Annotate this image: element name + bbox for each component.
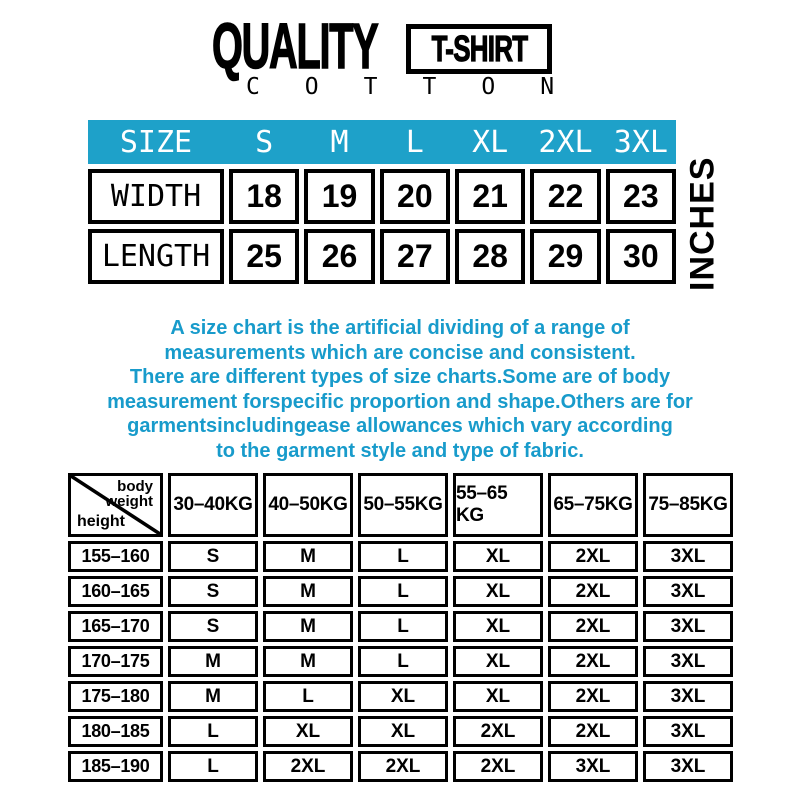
measure-value-cell: 26 [304, 229, 374, 284]
fit-size-cell: 2XL [548, 716, 638, 747]
fit-size-cell: M [168, 681, 258, 712]
height-row-label: 175–180 [68, 681, 163, 712]
description-line: A size chart is the artificial dividing of a range of [170, 317, 630, 339]
fit-size-cell: XL [453, 646, 543, 677]
weight-column-header: 30–40KG [168, 473, 258, 537]
corner-label-height: height [77, 513, 125, 530]
height-row-label: 185–190 [68, 751, 163, 782]
description-line: measurements which are concise and consistent. [164, 341, 636, 364]
fit-size-cell: M [263, 646, 353, 677]
fit-size-cell: L [358, 541, 448, 572]
fit-size-cell: 3XL [643, 751, 733, 782]
fit-size-cell: XL [453, 576, 543, 607]
fit-size-cell: L [168, 716, 258, 747]
fit-size-cell: L [358, 646, 448, 677]
measure-value-cell: 23 [606, 169, 676, 224]
fit-size-cell: L [358, 576, 448, 607]
weight-column-header: 65–75KG [548, 473, 638, 537]
height-row-label: 165–170 [68, 611, 163, 642]
fit-size-cell: 2XL [548, 681, 638, 712]
corner-label-body-weight-line1: body [117, 478, 153, 495]
fit-size-cell: M [168, 646, 258, 677]
fit-size-cell: L [263, 681, 353, 712]
fit-size-cell: S [168, 541, 258, 572]
measure-value-cell: 22 [530, 169, 600, 224]
fit-size-cell: 2XL [453, 751, 543, 782]
brand-badge [406, 24, 552, 74]
size-table-body [88, 169, 676, 284]
unit-label: INCHES [683, 156, 722, 292]
corner-label-body-weight [106, 479, 154, 509]
measure-row-label: WIDTH [88, 169, 224, 224]
fit-size-cell: M [263, 576, 353, 607]
measure-value-cell: 30 [606, 229, 676, 284]
weight-column-header: 40–50KG [263, 473, 353, 537]
weight-column-header: 50–55KG [358, 473, 448, 537]
fit-size-cell: 3XL [643, 716, 733, 747]
size-table [88, 120, 676, 284]
fit-table-corner-cell [68, 473, 163, 537]
measure-value-cell: 19 [304, 169, 374, 224]
measure-value-cell: 25 [229, 229, 299, 284]
fit-size-cell: M [263, 541, 353, 572]
fit-size-cell: XL [453, 611, 543, 642]
weight-column-header: 55–65 KG [453, 473, 543, 537]
description-line: garmentsincludingease allowances which vary according [127, 415, 673, 437]
fit-size-cell: 3XL [548, 751, 638, 782]
fit-size-cell: 3XL [643, 646, 733, 677]
brand-title-text: QUALITY [212, 10, 378, 82]
size-column-header: S [255, 124, 274, 160]
size-column-header: XL [472, 124, 509, 160]
description-line: to the garment style and type of fabric. [216, 439, 584, 462]
fit-size-cell: XL [358, 681, 448, 712]
brand-badge-text: T-SHIRT [431, 28, 527, 69]
height-row-label: 160–165 [68, 576, 163, 607]
brand-subtitle: COTTON [245, 74, 600, 100]
fit-size-cell: 3XL [643, 681, 733, 712]
measure-value-cell: 27 [380, 229, 450, 284]
fit-size-cell: 2XL [358, 751, 448, 782]
fit-size-cell: 2XL [548, 646, 638, 677]
measure-value-cell: 21 [455, 169, 525, 224]
fit-size-cell: XL [358, 716, 448, 747]
fit-size-cell: XL [263, 716, 353, 747]
size-column-header: L [405, 124, 424, 160]
fit-size-cell: 2XL [548, 541, 638, 572]
fit-size-cell: 2XL [548, 611, 638, 642]
fit-size-cell: XL [453, 681, 543, 712]
size-column-header: M [330, 124, 349, 160]
corner-label-body-weight-line2: weight [105, 493, 153, 510]
description-line: measurement forspecific proportion and shape.Others are for [107, 390, 693, 413]
height-row-label: 170–175 [68, 646, 163, 677]
fit-size-cell: 2XL [548, 576, 638, 607]
description-line: There are different types of size charts.Some are of body [129, 366, 671, 388]
fit-size-cell: 3XL [643, 576, 733, 607]
fit-size-cell: S [168, 576, 258, 607]
size-column-header: 2XL [538, 124, 593, 160]
height-row-label: 155–160 [68, 541, 163, 572]
fit-size-cell: XL [453, 541, 543, 572]
size-column-header: 3XL [613, 124, 668, 160]
fit-size-cell: L [358, 611, 448, 642]
fit-size-cell: M [263, 611, 353, 642]
size-table-corner-label: SIZE [119, 124, 193, 160]
measure-row-label: LENGTH [88, 229, 224, 284]
fit-size-cell: 2XL [263, 751, 353, 782]
description-paragraph [40, 316, 760, 463]
fit-table [68, 473, 733, 782]
size-table-header-row [88, 120, 676, 164]
measure-value-cell: 28 [455, 229, 525, 284]
measure-value-cell: 29 [530, 229, 600, 284]
measure-value-cell: 18 [229, 169, 299, 224]
fit-size-cell: L [168, 751, 258, 782]
weight-column-header: 75–85KG [643, 473, 733, 537]
fit-size-cell: 3XL [643, 611, 733, 642]
fit-size-cell: 2XL [453, 716, 543, 747]
fit-size-cell: S [168, 611, 258, 642]
fit-size-cell: 3XL [643, 541, 733, 572]
measure-value-cell: 20 [380, 169, 450, 224]
height-row-label: 180–185 [68, 716, 163, 747]
